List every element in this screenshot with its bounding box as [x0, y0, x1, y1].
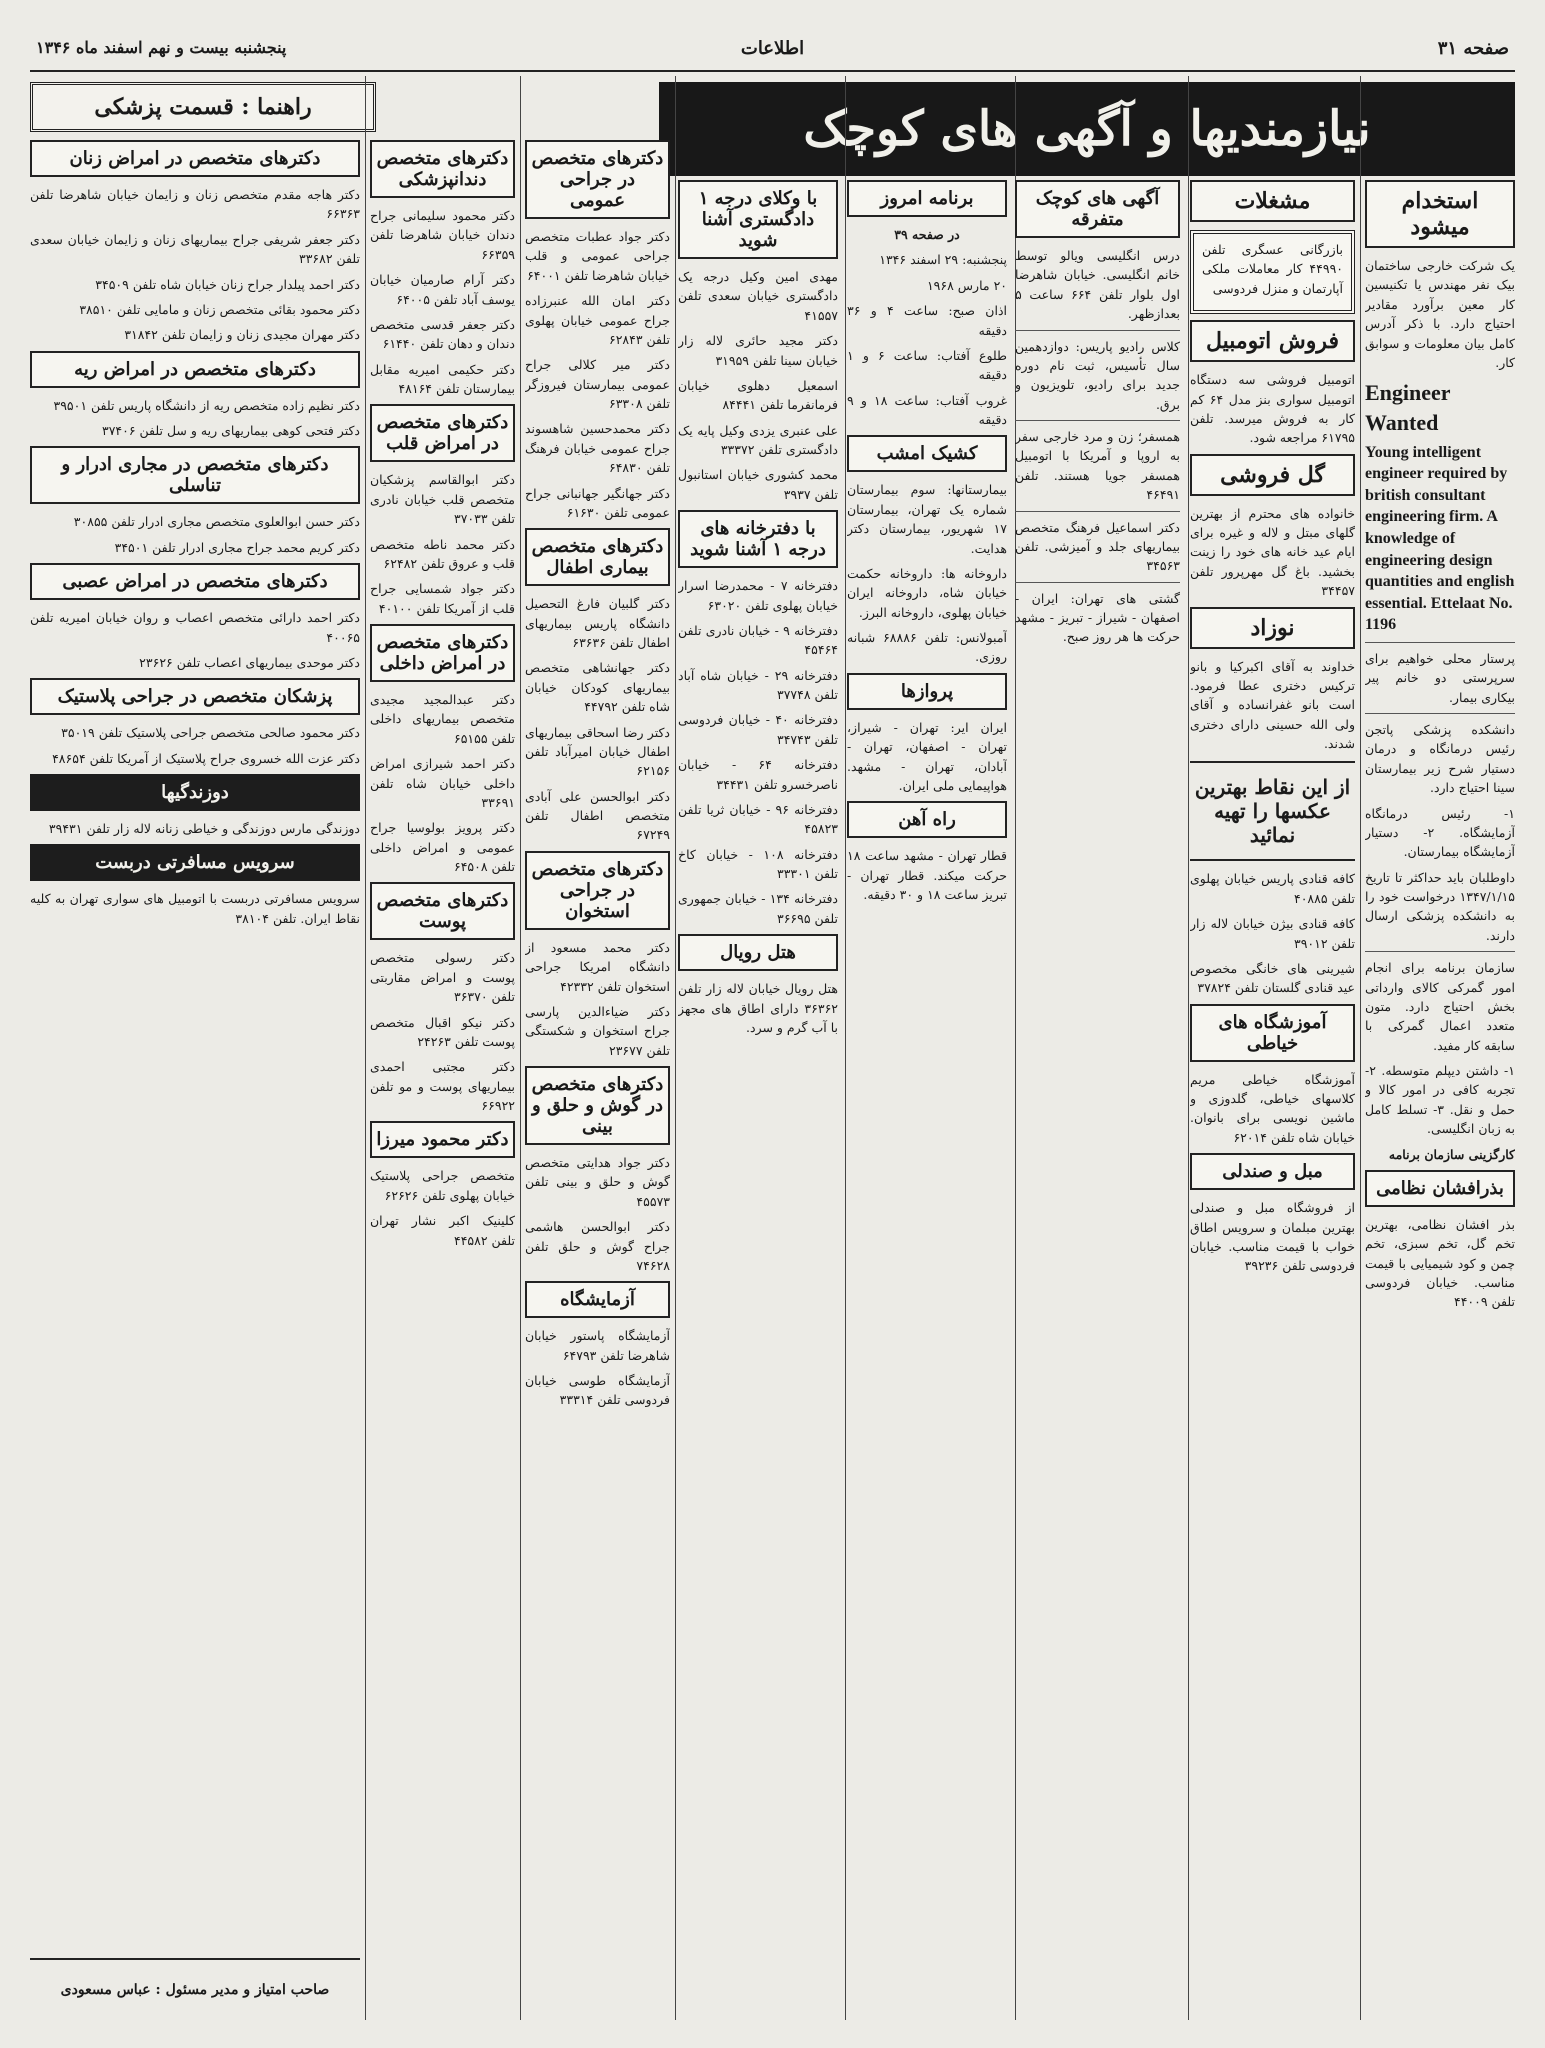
- running-head: [30, 30, 1515, 72]
- ad-text: از فروشگاه مبل و صندلی بهترین مبلمان و سرویس اطاق خواب با قیمت مناسب. خیابان فردوسی تلفن ۳۹۲۳۶: [1190, 1200, 1355, 1274]
- page-number: صفحه ۳۱: [1437, 38, 1509, 59]
- ad-heading: بذرافشان نظامی: [1365, 1170, 1515, 1207]
- ad-text: دکتر هاجه مقدم متخصص زنان و زایمان خیابان شاهرضا تلفن ۶۶۳۶۳: [30, 187, 360, 222]
- ad-text: درس انگلیسی ویالو توسط خانم انگلیسی. خیابان شاهرضا اول بلوار تلفن ۶۶۴ ساعت ۵ بعدازظهر.: [1015, 248, 1180, 322]
- doctor-section-heading: دکترهای متخصص در امراض زنان: [30, 140, 360, 177]
- ad-text: دکتر موحدی بیماریهای اعصاب تلفن ۲۳۶۲۶: [139, 654, 360, 670]
- medical-guide-title: راهنما : قسمت پزشکی: [30, 82, 376, 132]
- ad-text: دکتر جواد شمسایی جراح قلب از آمریکا تلفن ۴۰۱۰۰: [370, 581, 515, 616]
- ad-text: خداوند به آقای اکبرکیا و بانو ترکیس دختری عطا فرمود. است بانو غفرانساده و آقای ولی الله حسینی دارای دختری شدند.: [1190, 658, 1355, 751]
- events-line: اذان صبح: ساعت ۴ و ۳۶ دقیقه: [847, 303, 1007, 338]
- newspaper-page: [30, 30, 1515, 2020]
- column-rule: [845, 76, 846, 2020]
- ad-text: دکتر عزت الله خسروی جراح پلاستیک از آمریکا تلفن ۴۸۶۵۴: [52, 750, 360, 766]
- lawyers-heading: با وکلای درجه ۱ دادگستری آشنا شوید: [678, 180, 838, 259]
- ad-text: دکتر مجتبی احمدی بیماریهای پوست و مو تلفن ۶۶۹۲۲: [370, 1059, 515, 1113]
- ad-text: بازرگانی عسگری تلفن ۴۴۹۹۰ کار معاملات ملکی آپارتمان و منزل فردوسی: [1202, 242, 1343, 296]
- ad-text: دکتر اسماعیل فرهنگ متخصص بیماریهای جلد و آمیزشی. تلفن ۳۴۵۶۳: [1015, 519, 1180, 574]
- ad-text: دکتر امان الله عنبرزاده جراح عمومی خیابان پهلوی تلفن ۶۲۸۴۳: [525, 293, 670, 347]
- school-heading: آموزشگاه های خیاطی: [1190, 1004, 1355, 1062]
- doctor-section-heading: دکترهای متخصص در امراض قلب: [370, 404, 515, 462]
- publisher-signature: صاحب امتیاز و مدیر مسئول : عباس مسعودی: [30, 1958, 360, 2020]
- ad-text: دکتر ابوالحسن هاشمی جراح گوش و حلق تلفن ۷۴۶۲۸: [525, 1219, 670, 1273]
- ad-text: دکتر جهانشاهی متخصص بیماریهای کودکان خیابان شاه تلفن ۴۴۷۹۲: [525, 660, 670, 715]
- ad-text: دکتر احمد شیرازی امراض داخلی خیابان شاه تلفن ۳۳۶۹۱: [370, 756, 515, 810]
- registry-column: [678, 180, 838, 2015]
- ad-text: کلینیک اکبر نشار تهران تلفن ۴۴۵۸۲: [370, 1213, 515, 1248]
- ad-text: دکتر جواد عطبات متخصص جراحی عمومی و قلب خیابان شاهرضا تلفن ۶۴۰۰۱: [525, 229, 670, 283]
- ad-text: دکتر محمد مسعود از دانشگاه امریکا جراحی استخوان تلفن ۴۲۳۳۲: [525, 939, 670, 994]
- ad-text: دکتر فتحی کوهی بیماریهای ریه و سل تلفن ۳۷۴۰۶: [101, 423, 360, 438]
- column-rule: [520, 76, 521, 2020]
- ad-text: اسمعیل دهلوی خیابان فرمانفرما تلفن ۸۴۴۴۱: [678, 377, 838, 413]
- ad-text: قطار تهران - مشهد ساعت ۱۸ حرکت میکند. قطار تهران - تبریز ساعت ۱۸ و ۳۰ دقیقه.: [847, 848, 1007, 902]
- ad-text: آمبولانس: تلفن ۶۸۸۸۶ شبانه روزی.: [847, 630, 1007, 665]
- doctor-section-heading: دکترهای متخصص در جراحی استخوان: [525, 851, 670, 930]
- misc-heading: مشغلات: [1190, 180, 1355, 222]
- ad-text: گشتی های تهران: ایران - اصفهان - شیراز - تبریز - مشهد حرکت ها هر روز صبح.: [1015, 590, 1180, 645]
- ad-text: دکتر کریم محمد جراح مجاری ادرار تلفن ۳۴۵۰۱: [114, 539, 360, 555]
- ad-text: کافه قنادی بیژن خیابان لاله زار تلفن ۳۹۰۱۲: [1190, 916, 1355, 951]
- ad-text: دکتر میر کلالی جراح عمومی بیمارستان فیروزگر تلفن ۶۳۳۰۸: [525, 357, 670, 411]
- ad-text: کافه قنادی پاریس خیابان پهلوی تلفن ۴۰۸۸۵: [1190, 871, 1355, 906]
- ad-text: خانواده های محترم از بهترین گلهای مبتل و لاله و غیره برای ایام عید خانه های خود را زینت بخشید. باغ گل مهرپرور تلفن ۳۴۴۵۷: [1190, 505, 1355, 599]
- ad-text: دکتر ضیاءالدین پارسی جراح استخوان و شکستگی تلفن ۲۳۶۷۷: [525, 1003, 670, 1058]
- ad-text: متخصص جراحی پلاستیک خیابان پهلوی تلفن ۶۲۶۲۶: [370, 1168, 515, 1203]
- ad-text: یک شرکت خارجی ساختمان بیک نفر مهندس یا تکنیسین کار معین برآورد مقادیر احتیاج دارد. با ذکر آدرس کامل بیان معلومات و سوابق کار.: [1365, 258, 1515, 370]
- english-ad-body: Young intelligent engineer required by british consultant engineering firm. A knowledge of engineering design quantities and english essential. Ettelaat No. 1196: [1365, 443, 1515, 634]
- events-line: غروب آفتاب: ساعت ۱۸ و ۹ دقیقه: [847, 392, 1007, 427]
- ad-text: همسفر؛ زن و مرد خارجی سفر به اروپا و آمریکا با اتومبیل همسفر جویا هستند. تلفن ۴۶۴۹۱: [1015, 429, 1180, 503]
- ad-text: دکتر ابوالقاسم پزشکیان متخصص قلب خیابان نادری تلفن ۳۷۰۳۳: [370, 472, 515, 527]
- pharmacy-heading: کشیک امشب: [847, 435, 1007, 472]
- events-sub: در صفحه ۳۹: [894, 227, 960, 242]
- ad-text: دکتر نیکو اقبال متخصص پوست تلفن ۲۴۲۶۳: [370, 1014, 515, 1049]
- ad-text: دکتر احمد دارائی متخصص اعصاب و روان خیابان امیریه تلفن ۴۰۰۶۵: [30, 610, 360, 645]
- misc-column: [1190, 180, 1355, 2015]
- ad-text: دکتر جعفر قدسی متخصص دندان و دهان تلفن ۶۱۴۴۰: [370, 316, 515, 352]
- notary-item: دفترخانه ۱۰۸ - خیابان کاخ تلفن ۳۳۳۰۱: [678, 846, 838, 881]
- ad-text: دکتر مجید حائری لاله زار خیابان سینا تلفن ۳۱۹۵۹: [678, 333, 838, 368]
- notary-item: دفترخانه ۷ - محمدرضا اسرار خیابان پهلوی تلفن ۶۳۰۲۰: [678, 578, 838, 613]
- ad-text: دکتر ابوالحسن علی آبادی متخصص اطفال تلفن ۶۷۲۴۹: [525, 788, 670, 843]
- notary-item: دفترخانه ۴۰ - خیابان فردوسی تلفن ۳۴۷۴۳: [678, 712, 838, 747]
- doctors-column-2: [370, 140, 515, 2015]
- ad-text: دکتر جواد هدایتی متخصص گوش و حلق و بینی تلفن ۴۵۵۷۳: [525, 1155, 670, 1209]
- events-line: طلوع آفتاب: ساعت ۶ و ۱ دقیقه: [847, 347, 1007, 383]
- ad-text: شیرینی های خانگی مخصوص عید قنادی گلستان تلفن ۳۷۸۲۴: [1190, 960, 1355, 996]
- employment-column: [1365, 180, 1515, 2015]
- doctor-section-heading: دکترهای متخصص در امراض عصبی: [30, 563, 360, 600]
- column-rule: [1360, 76, 1361, 2020]
- ad-text: ۱- رئیس درمانگاه آزمایشگاه. ۲- دستیار آزمایشگاه بیمارستان.: [1365, 805, 1515, 860]
- ad-text: داروخانه ها: داروخانه حکمت خیابان شاه، داروخانه ایران خیابان پهلوی، داروخانه البرز.: [847, 565, 1007, 620]
- boxed-ad: [1190, 230, 1355, 314]
- ad-text: دکتر محمود صالحی متخصص جراحی پلاستیک تلفن ۳۵۰۱۹: [61, 725, 360, 741]
- ad-text: دکتر عبدالمجید مجیدی متخصص بیماریهای داخلی تلفن ۶۵۱۵۵: [370, 692, 515, 746]
- column-rule: [1188, 76, 1189, 2020]
- newborn-heading: نوزاد: [1190, 607, 1355, 649]
- doctor-section-heading: دکترهای متخصص در امراض ریه: [30, 351, 360, 388]
- photo-callout: از این نقاط بهترین عکسها را تهیه نمائید: [1190, 761, 1355, 861]
- ad-text: آزمایشگاه پاستور خیابان شاهرضا تلفن ۶۴۷۹۳: [525, 1328, 670, 1363]
- ad-text: دکتر احمد پیلدار جراح زنان خیابان شاه تلفن ۳۴۵۰۹: [95, 276, 360, 292]
- classes-column: [1015, 180, 1180, 2015]
- ad-text: بیمارستانها: سوم بیمارستان شماره یک تهران، بیمارستان ۱۷ شهریور، بیمارستان دکتر هدایت.: [847, 482, 1007, 556]
- ad-text: علی عنبری یزدی وکیل پایه یک دادگستری تلفن ۳۳۳۷۲: [678, 422, 838, 457]
- notary-item: دفترخانه ۹۶ - خیابان ثریا تلفن ۴۵۸۲۳: [678, 801, 838, 837]
- ad-text: دکتر نظیم زاده متخصص ریه از دانشگاه پاریس تلفن ۳۹۵۰۱: [53, 397, 360, 413]
- ad-text: دکتر رضا اسحاقی بیماریهای اطفال خیابان امیرآباد تلفن ۶۲۱۵۶: [525, 724, 670, 779]
- doctor-section-heading: پزشکان متخصص در جراحی پلاستیک: [30, 678, 360, 715]
- events-heading: برنامه امروز: [847, 180, 1007, 217]
- ad-signature: کارگزینی سازمان برنامه: [1388, 1146, 1515, 1162]
- newspaper-name: اطلاعات: [740, 38, 805, 59]
- hotel-heading: هتل رویال: [678, 934, 838, 971]
- ad-text: دکتر حکیمی امیریه مقابل بیمارستان تلفن ۴۸۱۶۴: [370, 361, 515, 396]
- doctor-section-heading: دکتر محمود میرزا: [370, 1121, 515, 1158]
- issue-date: پنجشنبه بیست و نهم اسفند ماه ۱۳۴۶: [36, 38, 287, 57]
- flower-heading: گل فروشی: [1190, 454, 1355, 496]
- notary-item: دفترخانه ۱۳۴ - خیابان جمهوری تلفن ۳۶۶۹۵: [678, 891, 838, 926]
- car-sale-heading: فروش اتومبیل: [1190, 320, 1355, 362]
- ad-text: آموزشگاه خیاطی مریم کلاسهای خیاطی، گلدوزی و ماشین نویسی برای بانوان. خیابان شاه تلفن ۶۲۰۱۴: [1190, 1071, 1355, 1145]
- ad-text: محمد کشوری خیابان استانبول تلفن ۳۹۳۷: [678, 467, 838, 502]
- doctor-section-heading: دکترهای متخصص در جراحی عمومی: [525, 140, 670, 219]
- employment-heading: استخدام میشود: [1365, 180, 1515, 248]
- travel-heading: سرویس مسافرتی دربست: [30, 844, 360, 881]
- ad-text: داوطلبان باید حداکثر تا تاریخ ۱۳۴۷/۱/۱۵ درخواست خود را به دانشکده پزشکی ارسال دارند.: [1365, 869, 1515, 943]
- doctor-section-heading: دکترهای متخصص در مجاری ادرار و تناسلی: [30, 446, 360, 504]
- ad-text: کلاس رادیو پاریس: دوازدهمین سال تأسیس، ثبت نام دوره جدید برای رادیو، تلویزیون و برق.: [1015, 338, 1180, 412]
- tailor-heading: دوزندگیها: [30, 774, 360, 811]
- column-rule: [675, 76, 676, 2020]
- events-line: ۲۰ مارس ۱۹۶۸: [926, 277, 1007, 293]
- ad-text: دکتر محمد ناطه متخصص قلب و عروق تلفن ۶۲۴۸۲: [370, 536, 515, 571]
- notary-item: دفترخانه ۲۹ - خیابان شاه آباد تلفن ۳۷۷۴۸: [678, 667, 838, 702]
- notary-heading: با دفترخانه های درجه ۱ آشنا شوید: [678, 510, 838, 568]
- doctor-section-heading: دکترهای متخصص بیماری اطفال: [525, 528, 670, 586]
- ad-text: اتومبیل فروشی سه دستگاه اتومبیل سواری بنز مدل ۶۴ کم کار به فروش میرسد. تلفن ۶۱۷۹۵ مراجعه شود.: [1190, 372, 1355, 446]
- doctor-section-heading: دکترهای متخصص دندانپزشکی: [370, 140, 515, 198]
- ad-text: سازمان برنامه برای انجام امور گمرکی کالای وارداتی بخش احتیاج دارد. متون متعدد اعمال گمرکی با سابقه کار مفید.: [1365, 960, 1515, 1053]
- ad-text: دکتر پرویز بولوسیا جراح عمومی و امراض داخلی تلفن ۶۴۵۰۸: [370, 820, 515, 874]
- ad-text: دانشکده پزشکی پاتجن رئیس درمانگاه و درمان دستیار شرح زیر بیمارستان سینا احتیاج دارد.: [1365, 722, 1515, 796]
- doctors-column-1: [525, 140, 670, 2015]
- english-ad-title: Engineer Wanted: [1365, 380, 1451, 435]
- english-ad: [1365, 378, 1515, 636]
- events-column: [847, 180, 1007, 2015]
- doctor-section-heading: دکترهای متخصص در گوش و حلق و بینی: [525, 1066, 670, 1145]
- ad-text: هتل رویال خیابان لاله زار تلفن ۳۶۳۶۲ دارای اطاق های مجهز با آب گرم و سرد.: [678, 981, 838, 1035]
- doctor-section-heading: دکترهای متخصص در امراض داخلی: [370, 624, 515, 682]
- doctors-column-3: [30, 140, 360, 1940]
- doctor-section-heading: دکترهای متخصص پوست: [370, 882, 515, 940]
- railway-heading: راه آهن: [847, 801, 1007, 838]
- ad-text: دکتر مهران مجیدی زنان و زایمان تلفن ۳۱۸۴۲: [124, 327, 360, 343]
- ad-text: آزمایشگاه طوسی خیابان فردوسی تلفن ۳۳۳۱۴: [525, 1373, 670, 1408]
- ad-text: دوزندگی مارس دوزندگی و خیاطی زنانه لاله زار تلفن ۳۹۴۳۱: [48, 821, 360, 836]
- classifieds-banner: نیازمندیها و آگهی های کوچک: [659, 82, 1515, 176]
- events-line: پنجشنبه: ۲۹ اسفند ۱۳۴۶: [879, 252, 1007, 268]
- ad-text: دکتر محمود سلیمانی جراح دندان خیابان شاهرضا تلفن ۶۶۳۵۹: [370, 208, 515, 262]
- notary-item: دفترخانه ۶۴ - خیابان ناصرخسرو تلفن ۳۴۴۳۱: [678, 757, 838, 792]
- ad-text: دکتر جهانگیر جهانبانی جراح عمومی تلفن ۶۱۶۳۰: [525, 485, 670, 520]
- ad-text: دکتر گلبیان فارغ التحصیل دانشگاه پاریس بیماریهای اطفال تلفن ۶۳۶۳۶: [525, 596, 670, 650]
- ad-text: پرستار محلی خواهیم برای سرپرستی دو خانم پیر بیکاری بیمار.: [1365, 650, 1515, 705]
- ad-text: مهدی امین وکیل درجه یک دادگستری خیابان سعدی تلفن ۴۱۵۵۷: [678, 269, 838, 323]
- ad-text: دکتر محمود بقائی متخصص زنان و مامایی تلفن ۳۸۵۱۰: [79, 301, 360, 317]
- notary-item: دفترخانه ۹ - خیابان نادری تلفن ۴۵۴۶۴: [678, 622, 838, 658]
- ad-text: دکتر جعفر شریفی جراح بیماریهای زنان و زایمان خیابان سعدی تلفن ۳۳۶۸۲: [30, 231, 360, 267]
- ad-text: بذر افشان نظامی، بهترین تخم گل، تخم سبزی، تخم چمن و کود شیمیایی با قیمت مناسب. خیابان فردوسی تلفن ۴۴۰۰۹: [1365, 1216, 1515, 1310]
- ad-text: ایران ایر: تهران - شیراز، تهران - اصفهان، تهران - آبادان، تهران - مشهد. هواپیمایی ملی ایران.: [847, 719, 1007, 793]
- ad-text: دکتر رسولی متخصص پوست و امراض مقاربتی تلفن ۳۶۳۷۰: [370, 950, 515, 1005]
- furniture-heading: مبل و صندلی: [1190, 1153, 1355, 1190]
- ad-text: ۱- داشتن دیپلم متوسطه. ۲- تجربه کافی در امور کالا و حمل و نقل. ۳- تسلط کامل به زبان انگلیسی.: [1365, 1063, 1515, 1137]
- airline-heading: پروازها: [847, 673, 1007, 710]
- ad-text: سرویس مسافرتی دربست با اتومبیل های سواری تهران به کلیه نقاط ایران. تلفن ۳۸۱۰۴: [30, 891, 360, 926]
- doctor-section-heading: آزمایشگاه: [525, 1281, 670, 1318]
- classes-heading: آگهی های کوچک متفرقه: [1015, 180, 1180, 238]
- ad-text: دکتر آرام صارمیان خیابان یوسف آباد تلفن ۶۴۰۰۵: [370, 272, 515, 307]
- column-rule: [365, 76, 366, 2020]
- ad-text: دکتر حسن ابوالعلوی متخصص مجاری ادرار تلفن ۳۰۸۵۵: [73, 514, 360, 530]
- ad-text: دکتر محمدحسین شاهسوند جراح عمومی خیابان فرهنگ تلفن ۶۴۸۳۰: [525, 421, 670, 476]
